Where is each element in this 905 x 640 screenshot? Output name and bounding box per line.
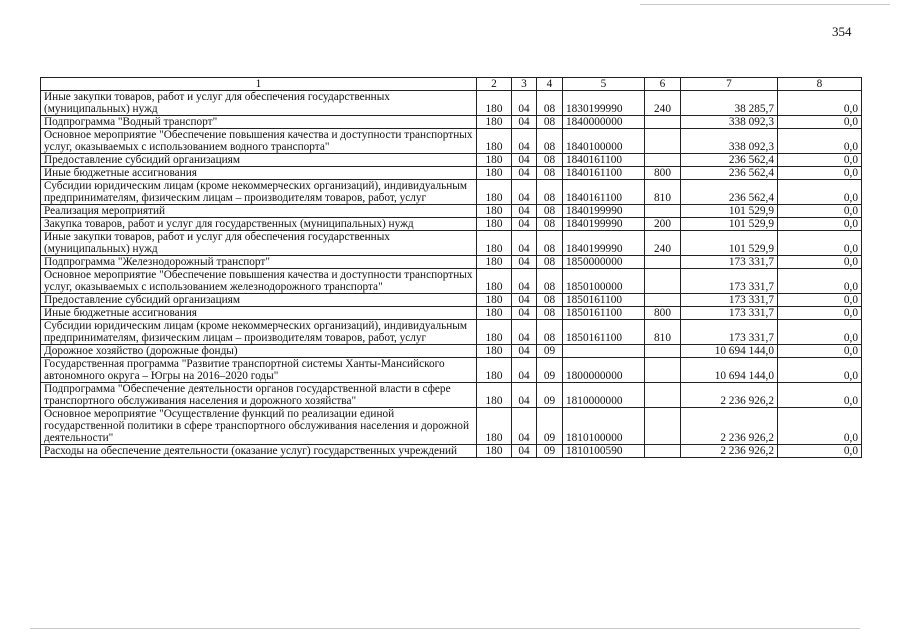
- row-section: 180: [477, 154, 512, 167]
- row-name: Основное мероприятие "Обеспечение повышения качества и доступности транспортных услуг, оказываемых с использованием водного транспорта": [41, 129, 477, 154]
- row-expense-type: 810: [645, 180, 681, 205]
- row-expense-type: 810: [645, 320, 681, 345]
- row-group: 08: [537, 231, 563, 256]
- row-section: 180: [477, 231, 512, 256]
- header-col-7: 7: [681, 78, 778, 91]
- row-expense-type: [645, 256, 681, 269]
- row-section: 180: [477, 180, 512, 205]
- row-amount: 101 529,9: [681, 205, 778, 218]
- row-group: 08: [537, 154, 563, 167]
- row-group: 09: [537, 445, 563, 458]
- row-subsection: 04: [512, 445, 537, 458]
- row-percent: 0,0: [778, 154, 862, 167]
- row-subsection: 04: [512, 256, 537, 269]
- header-col-5: 5: [563, 78, 645, 91]
- row-name: Иные бюджетные ассигнования: [41, 307, 477, 320]
- row-subsection: 04: [512, 154, 537, 167]
- row-amount: 38 285,7: [681, 91, 778, 116]
- row-subsection: 04: [512, 218, 537, 231]
- row-section: 180: [477, 408, 512, 445]
- row-name: Подпрограмма "Обеспечение деятельности органов государственной власти в сфере транспортного обслуживания населения и дорожного хозяйства": [41, 383, 477, 408]
- row-target-code: [563, 345, 645, 358]
- table-row: [41, 154, 862, 167]
- row-group: 08: [537, 269, 563, 294]
- table-row: [41, 231, 862, 256]
- table-row: [41, 383, 862, 408]
- table-row: [41, 408, 862, 445]
- row-subsection: 04: [512, 408, 537, 445]
- row-section: 180: [477, 167, 512, 180]
- row-name: Государственная программа "Развитие транспортной системы Ханты-Мансийского автономного округа – Югры на 2016–2020 годы": [41, 358, 477, 383]
- row-expense-type: 240: [645, 91, 681, 116]
- row-subsection: 04: [512, 231, 537, 256]
- row-amount: 101 529,9: [681, 218, 778, 231]
- header-col-6: 6: [645, 78, 681, 91]
- row-subsection: 04: [512, 307, 537, 320]
- header-col-1: 1: [41, 78, 477, 91]
- row-section: 180: [477, 218, 512, 231]
- table-row: [41, 218, 862, 231]
- row-expense-type: 800: [645, 167, 681, 180]
- row-name: Подпрограмма "Железнодорожный транспорт": [41, 256, 477, 269]
- table-row: [41, 269, 862, 294]
- table-row: [41, 256, 862, 269]
- row-amount: 101 529,9: [681, 231, 778, 256]
- scan-artifact-bottom: [30, 628, 860, 629]
- row-percent: 0,0: [778, 307, 862, 320]
- row-amount: 173 331,7: [681, 269, 778, 294]
- row-percent: 0,0: [778, 269, 862, 294]
- row-name: Субсидии юридическим лицам (кроме некоммерческих организаций), индивидуальным предпринимателям, физическим лицам – производителям товаров, работ, услуг: [41, 320, 477, 345]
- row-name: Основное мероприятие "Осуществление функций по реализации единой государственной политики в сфере транспортного обслуживания населения и дорожной деятельности": [41, 408, 477, 445]
- row-expense-type: [645, 445, 681, 458]
- row-percent: 0,0: [778, 320, 862, 345]
- table-row: [41, 320, 862, 345]
- table-row: [41, 445, 862, 458]
- header-col-3: 3: [512, 78, 537, 91]
- row-name: Подпрограмма "Водный транспорт": [41, 116, 477, 129]
- row-subsection: 04: [512, 294, 537, 307]
- header-col-8: 8: [778, 78, 862, 91]
- row-name: Предоставление субсидий организациям: [41, 294, 477, 307]
- row-percent: 0,0: [778, 205, 862, 218]
- row-group: 08: [537, 294, 563, 307]
- row-target-code: 1850161100: [563, 307, 645, 320]
- row-group: 08: [537, 167, 563, 180]
- table-row: [41, 91, 862, 116]
- row-group: 08: [537, 91, 563, 116]
- row-target-code: 1840199990: [563, 218, 645, 231]
- row-group: 09: [537, 345, 563, 358]
- row-expense-type: [645, 269, 681, 294]
- row-name: Иные закупки товаров, работ и услуг для обеспечения государственных (муниципальных) нужд: [41, 231, 477, 256]
- row-target-code: 1810100590: [563, 445, 645, 458]
- table-row: [41, 358, 862, 383]
- row-section: 180: [477, 205, 512, 218]
- row-target-code: 1840161100: [563, 167, 645, 180]
- row-subsection: 04: [512, 129, 537, 154]
- row-amount: 338 092,3: [681, 116, 778, 129]
- table-row: [41, 116, 862, 129]
- row-expense-type: 240: [645, 231, 681, 256]
- table-body: [41, 91, 862, 458]
- row-target-code: 1840199990: [563, 205, 645, 218]
- row-expense-type: [645, 294, 681, 307]
- row-target-code: 1810100000: [563, 408, 645, 445]
- row-amount: 2 236 926,2: [681, 445, 778, 458]
- table-row: [41, 180, 862, 205]
- row-amount: 236 562,4: [681, 180, 778, 205]
- table-header: [41, 78, 862, 91]
- row-name: Иные закупки товаров, работ и услуг для обеспечения государственных (муниципальных) нужд: [41, 91, 477, 116]
- row-subsection: 04: [512, 320, 537, 345]
- row-section: 180: [477, 307, 512, 320]
- row-section: 180: [477, 445, 512, 458]
- table-row: [41, 129, 862, 154]
- row-percent: 0,0: [778, 116, 862, 129]
- row-amount: 236 562,4: [681, 167, 778, 180]
- row-subsection: 04: [512, 91, 537, 116]
- row-subsection: 04: [512, 180, 537, 205]
- row-target-code: 1810000000: [563, 383, 645, 408]
- row-target-code: 1850000000: [563, 256, 645, 269]
- row-name: Закупка товаров, работ и услуг для государственных (муниципальных) нужд: [41, 218, 477, 231]
- row-amount: 10 694 144,0: [681, 358, 778, 383]
- row-name: Реализация мероприятий: [41, 205, 477, 218]
- row-amount: 173 331,7: [681, 294, 778, 307]
- row-expense-type: [645, 116, 681, 129]
- table-row: [41, 307, 862, 320]
- row-section: 180: [477, 256, 512, 269]
- row-percent: 0,0: [778, 180, 862, 205]
- row-group: 08: [537, 129, 563, 154]
- row-percent: 0,0: [778, 129, 862, 154]
- row-section: 180: [477, 294, 512, 307]
- row-name: Иные бюджетные ассигнования: [41, 167, 477, 180]
- row-expense-type: 200: [645, 218, 681, 231]
- row-amount: 2 236 926,2: [681, 408, 778, 445]
- row-group: 08: [537, 320, 563, 345]
- row-name: Предоставление субсидий организациям: [41, 154, 477, 167]
- row-target-code: 1800000000: [563, 358, 645, 383]
- row-subsection: 04: [512, 358, 537, 383]
- row-section: 180: [477, 129, 512, 154]
- row-section: 180: [477, 345, 512, 358]
- row-amount: 2 236 926,2: [681, 383, 778, 408]
- row-amount: 173 331,7: [681, 320, 778, 345]
- row-target-code: 1830199990: [563, 91, 645, 116]
- row-group: 08: [537, 307, 563, 320]
- row-expense-type: [645, 129, 681, 154]
- row-subsection: 04: [512, 205, 537, 218]
- row-target-code: 1840199990: [563, 231, 645, 256]
- row-name: Дорожное хозяйство (дорожные фонды): [41, 345, 477, 358]
- row-percent: 0,0: [778, 445, 862, 458]
- row-group: 09: [537, 383, 563, 408]
- row-percent: 0,0: [778, 91, 862, 116]
- row-expense-type: [645, 154, 681, 167]
- page-number: 354: [832, 24, 852, 39]
- row-percent: 0,0: [778, 231, 862, 256]
- header-row: [41, 78, 862, 91]
- row-expense-type: [645, 383, 681, 408]
- row-percent: 0,0: [778, 383, 862, 408]
- row-group: 09: [537, 408, 563, 445]
- row-group: 08: [537, 218, 563, 231]
- row-target-code: 1840100000: [563, 129, 645, 154]
- header-col-4: 4: [537, 78, 563, 91]
- row-name: Субсидии юридическим лицам (кроме некоммерческих организаций), индивидуальным предпринимателям, физическим лицам – производителям товаров, работ, услуг: [41, 180, 477, 205]
- row-section: 180: [477, 91, 512, 116]
- row-group: 08: [537, 116, 563, 129]
- row-percent: 0,0: [778, 345, 862, 358]
- row-subsection: 04: [512, 116, 537, 129]
- row-expense-type: [645, 358, 681, 383]
- scan-artifact-top: [640, 4, 890, 5]
- row-amount: 173 331,7: [681, 307, 778, 320]
- row-group: 08: [537, 180, 563, 205]
- row-amount: 173 331,7: [681, 256, 778, 269]
- row-target-code: 1850161100: [563, 294, 645, 307]
- row-name: Основное мероприятие "Обеспечение повышения качества и доступности транспортных услуг, оказываемых с использованием железнодорожного транспорта": [41, 269, 477, 294]
- row-expense-type: [645, 205, 681, 218]
- table-row: [41, 205, 862, 218]
- row-subsection: 04: [512, 269, 537, 294]
- row-name: Расходы на обеспечение деятельности (оказание услуг) государственных учреждений: [41, 445, 477, 458]
- row-expense-type: 800: [645, 307, 681, 320]
- row-percent: 0,0: [778, 256, 862, 269]
- row-expense-type: [645, 408, 681, 445]
- row-group: 08: [537, 205, 563, 218]
- row-subsection: 04: [512, 345, 537, 358]
- row-expense-type: [645, 345, 681, 358]
- row-percent: 0,0: [778, 167, 862, 180]
- table-row: [41, 345, 862, 358]
- row-section: 180: [477, 116, 512, 129]
- row-percent: 0,0: [778, 358, 862, 383]
- row-target-code: 1850100000: [563, 269, 645, 294]
- row-section: 180: [477, 358, 512, 383]
- row-group: 08: [537, 256, 563, 269]
- row-amount: 10 694 144,0: [681, 345, 778, 358]
- row-target-code: 1840161100: [563, 180, 645, 205]
- row-group: 09: [537, 358, 563, 383]
- row-amount: 338 092,3: [681, 129, 778, 154]
- row-target-code: 1840161100: [563, 154, 645, 167]
- row-subsection: 04: [512, 383, 537, 408]
- row-percent: 0,0: [778, 294, 862, 307]
- budget-table: [40, 77, 862, 458]
- row-target-code: 1840000000: [563, 116, 645, 129]
- row-percent: 0,0: [778, 218, 862, 231]
- row-section: 180: [477, 269, 512, 294]
- row-section: 180: [477, 320, 512, 345]
- row-subsection: 04: [512, 167, 537, 180]
- table-row: [41, 167, 862, 180]
- row-section: 180: [477, 383, 512, 408]
- row-target-code: 1850161100: [563, 320, 645, 345]
- header-col-2: 2: [477, 78, 512, 91]
- row-amount: 236 562,4: [681, 154, 778, 167]
- table-row: [41, 294, 862, 307]
- row-percent: 0,0: [778, 408, 862, 445]
